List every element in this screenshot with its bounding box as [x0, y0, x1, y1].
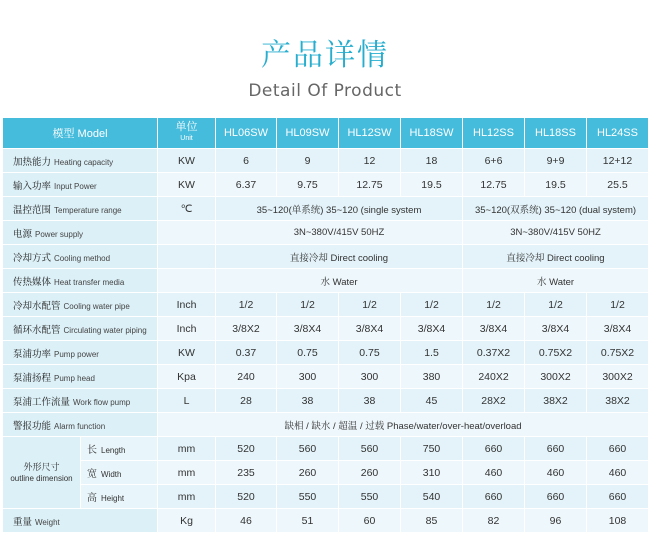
cell-value: 1/2 [277, 293, 339, 317]
cell-value: 260 [277, 461, 339, 485]
cell-value: 12+12 [587, 149, 649, 173]
row-label-cn: 加热能力 [13, 156, 52, 168]
header-model [3, 118, 158, 149]
header-model-name: HL12SS [463, 118, 525, 149]
cell-value: 38 [277, 389, 339, 413]
cell-value: 25.5 [587, 173, 649, 197]
row-label-en: Alarm function [54, 421, 106, 431]
row-label [3, 293, 158, 317]
dimension-sub-label [81, 437, 158, 461]
row-label-en: Heat transfer media [54, 277, 125, 287]
cell-value: 3/8X4 [587, 317, 649, 341]
dimension-sub-en: Height [101, 494, 125, 503]
cell-value: 380 [401, 365, 463, 389]
cell-value: 0.37 [216, 341, 277, 365]
dimension-sub-en: Width [101, 470, 122, 479]
table-row-pump_power [3, 341, 649, 365]
dimension-sub-label [81, 485, 158, 509]
table-row-heating [3, 149, 649, 173]
row-label [3, 389, 158, 413]
cell-value: 3/8X4 [339, 317, 401, 341]
cell-value: 45 [401, 389, 463, 413]
cell-span-single: 水 Water [216, 269, 463, 293]
dimension-sub-cn: 长 [87, 445, 97, 456]
cell-value: 9.75 [277, 173, 339, 197]
row-label-en: Work flow pump [73, 397, 131, 407]
cell-value: 1/2 [401, 293, 463, 317]
row-unit: ℃ [158, 197, 216, 221]
cell-value: 0.75X2 [525, 341, 587, 365]
header-row [3, 118, 649, 149]
row-label-en: Cooling method [54, 253, 111, 263]
table-row-circ_pipe [3, 317, 649, 341]
cell-value: 310 [401, 461, 463, 485]
row-unit: Kg [158, 509, 216, 533]
cell-value: 240 [216, 365, 277, 389]
cell-value: 1.5 [401, 341, 463, 365]
cell-value: 9 [277, 149, 339, 173]
page-title-cn: 产品详情 [261, 38, 389, 73]
cell-value: 51 [277, 509, 339, 533]
table-row-height [3, 485, 649, 509]
row-unit: Kpa [158, 365, 216, 389]
row-unit [158, 221, 216, 245]
table-row-length [3, 437, 649, 461]
table-row-cooling [3, 245, 649, 269]
cell-value: 660 [587, 437, 649, 461]
cell-span-all: 缺相 / 缺水 / 超温 / 过载 Phase/water/over-heat/overload [158, 413, 649, 437]
cell-value: 660 [525, 485, 587, 509]
cell-value: 240X2 [463, 365, 525, 389]
cell-value: 3/8X2 [216, 317, 277, 341]
row-label-cn: 泵浦扬程 [13, 372, 52, 384]
cell-span-dual: 3N~380V/415V 50HZ [463, 221, 649, 245]
row-label-en: Temperature range [54, 205, 122, 215]
header-model-name: HL18SS [525, 118, 587, 149]
table-row-alarm [3, 413, 649, 437]
row-label-en: Pump power [54, 349, 99, 359]
cell-value: 520 [216, 437, 277, 461]
row-unit: KW [158, 173, 216, 197]
table-row-cool_pipe [3, 293, 649, 317]
cell-value: 0.37X2 [463, 341, 525, 365]
cell-value: 3/8X4 [463, 317, 525, 341]
page-title-en: Detail Of Product [248, 81, 402, 101]
cell-span-dual: 35~120(双系统) 35~120 (dual system) [463, 197, 649, 221]
row-label-cn: 循环水配管 [13, 324, 61, 336]
cell-value: 9+9 [525, 149, 587, 173]
dimension-sub-cn: 宽 [87, 469, 97, 480]
row-label-cn: 温控范围 [13, 204, 52, 216]
cell-value: 3/8X4 [525, 317, 587, 341]
table-row-weight [3, 509, 649, 533]
row-label-cn: 冷却方式 [13, 252, 52, 264]
header-model-name: HL09SW [277, 118, 339, 149]
row-unit [158, 269, 216, 293]
header-model-name: HL18SW [401, 118, 463, 149]
cell-value: 560 [339, 437, 401, 461]
row-unit: Inch [158, 317, 216, 341]
row-unit: KW [158, 341, 216, 365]
cell-value: 82 [463, 509, 525, 533]
cell-value: 460 [463, 461, 525, 485]
cell-value: 38X2 [587, 389, 649, 413]
cell-value: 550 [339, 485, 401, 509]
row-label-cn: 泵浦工作流量 [13, 396, 71, 408]
row-label [3, 149, 158, 173]
cell-value: 550 [277, 485, 339, 509]
row-label [3, 413, 158, 437]
row-unit: L [158, 389, 216, 413]
cell-value: 6 [216, 149, 277, 173]
row-label [3, 245, 158, 269]
cell-value: 1/2 [463, 293, 525, 317]
cell-span-dual: 水 Water [463, 269, 649, 293]
cell-value: 28 [216, 389, 277, 413]
table-row-width [3, 461, 649, 485]
cell-value: 1/2 [525, 293, 587, 317]
cell-value: 235 [216, 461, 277, 485]
cell-value: 0.75 [339, 341, 401, 365]
row-label-cn: 冷却水配管 [13, 300, 61, 312]
row-unit: KW [158, 149, 216, 173]
row-label-en: Weight [35, 517, 60, 527]
header-model-name: HL06SW [216, 118, 277, 149]
cell-value: 12.75 [463, 173, 525, 197]
table-row-temp [3, 197, 649, 221]
cell-value: 300 [339, 365, 401, 389]
dimension-sub-label [81, 461, 158, 485]
row-label-cn: 电源 [13, 228, 33, 240]
cell-value: 85 [401, 509, 463, 533]
row-label-en: Heating capacity [54, 157, 114, 167]
cell-value: 0.75X2 [587, 341, 649, 365]
cell-value: 300X2 [587, 365, 649, 389]
dimension-group-label [3, 437, 81, 509]
cell-value: 3/8X4 [401, 317, 463, 341]
cell-value: 520 [216, 485, 277, 509]
cell-span-dual: 直接冷却 Direct cooling [463, 245, 649, 269]
row-label-en: Circulating water piping [63, 325, 147, 335]
table-row-power [3, 221, 649, 245]
cell-value: 12.75 [339, 173, 401, 197]
table-row-flow [3, 389, 649, 413]
cell-value: 12 [339, 149, 401, 173]
cell-value: 28X2 [463, 389, 525, 413]
cell-value: 6.37 [216, 173, 277, 197]
header-model-name: HL12SW [339, 118, 401, 149]
dimension-sub-cn: 高 [87, 493, 97, 504]
row-unit: mm [158, 437, 216, 461]
row-label-cn: 重量 [13, 516, 33, 528]
cell-value: 300X2 [525, 365, 587, 389]
row-unit: Inch [158, 293, 216, 317]
cell-value: 46 [216, 509, 277, 533]
row-label-cn: 传热媒体 [13, 276, 52, 288]
cell-value: 660 [587, 485, 649, 509]
cell-value: 260 [339, 461, 401, 485]
table-row-input [3, 173, 649, 197]
row-label [3, 221, 158, 245]
row-label-en: Input Power [54, 181, 97, 191]
row-label-en: Cooling water pipe [63, 301, 130, 311]
cell-value: 460 [587, 461, 649, 485]
dimension-sub-en: Length [101, 446, 126, 455]
row-label-cn: 警报功能 [13, 420, 52, 432]
header-unit [158, 118, 216, 149]
cell-value: 96 [525, 509, 587, 533]
row-label [3, 269, 158, 293]
cell-value: 1/2 [587, 293, 649, 317]
row-unit [158, 245, 216, 269]
cell-span-single: 3N~380V/415V 50HZ [216, 221, 463, 245]
table-row-media [3, 269, 649, 293]
cell-value: 0.75 [277, 341, 339, 365]
row-label [3, 365, 158, 389]
cell-span-single: 直接冷却 Direct cooling [216, 245, 463, 269]
header-unit-cn: 单位 [175, 121, 198, 133]
row-label-en: Pump head [54, 373, 95, 383]
row-label-cn: 输入功率 [13, 180, 52, 192]
cell-value: 660 [463, 485, 525, 509]
header-model-en: Model [77, 128, 108, 140]
row-label [3, 173, 158, 197]
cell-value: 750 [401, 437, 463, 461]
cell-value: 60 [339, 509, 401, 533]
cell-value: 19.5 [525, 173, 587, 197]
cell-value: 6+6 [463, 149, 525, 173]
row-label [3, 509, 158, 533]
cell-value: 660 [525, 437, 587, 461]
cell-value: 460 [525, 461, 587, 485]
header-unit-en: Unit [180, 135, 193, 142]
cell-value: 1/2 [216, 293, 277, 317]
cell-value: 108 [587, 509, 649, 533]
dimension-group-cn: 外形尺寸 [23, 461, 60, 472]
cell-value: 560 [277, 437, 339, 461]
header-model-cn: 模型 [52, 128, 75, 140]
cell-value: 660 [463, 437, 525, 461]
row-label [3, 197, 158, 221]
cell-span-single: 35~120(单系统) 35~120 (single system [216, 197, 463, 221]
cell-value: 19.5 [401, 173, 463, 197]
cell-value: 540 [401, 485, 463, 509]
header-model-name: HL24SS [587, 118, 649, 149]
table-row-pump_head [3, 365, 649, 389]
cell-value: 300 [277, 365, 339, 389]
spec-table [2, 117, 649, 533]
row-label [3, 317, 158, 341]
cell-value: 38X2 [525, 389, 587, 413]
cell-value: 1/2 [339, 293, 401, 317]
row-unit: mm [158, 485, 216, 509]
cell-value: 18 [401, 149, 463, 173]
cell-value: 3/8X4 [277, 317, 339, 341]
row-unit: mm [158, 461, 216, 485]
dimension-group-en: outline dimension [10, 473, 73, 483]
row-label-cn: 泵浦功率 [13, 348, 52, 360]
cell-value: 38 [339, 389, 401, 413]
row-label-en: Power supply [35, 229, 84, 239]
row-label [3, 341, 158, 365]
